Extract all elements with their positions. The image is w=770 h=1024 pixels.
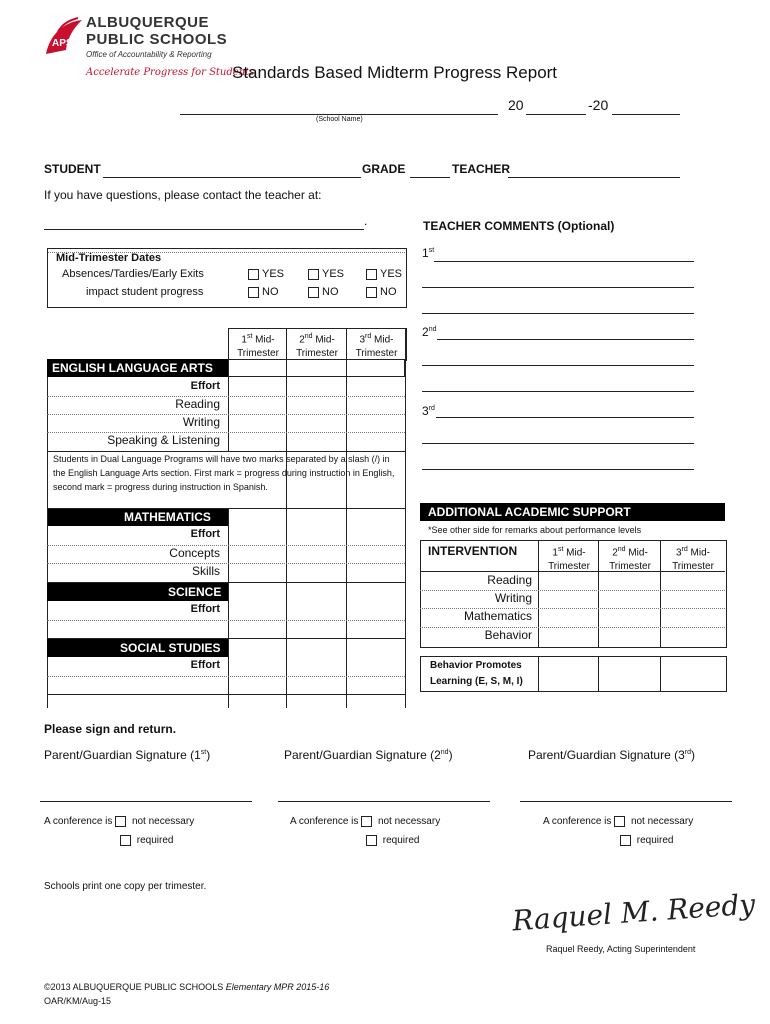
grade-label: GRADE [362, 162, 406, 176]
dates-line1: Absences/Tardies/Early Exits [62, 268, 204, 280]
school-name-caption: (School Name) [316, 116, 363, 123]
support-trimester-3: 3rd Mid- Trimester [672, 546, 714, 573]
conference-1-required: required [120, 835, 173, 846]
tagline: Accelerate Progress for Students [86, 67, 255, 78]
logo-abbrev: APS [52, 38, 73, 49]
print-note: Schools print one copy per trimester. [44, 881, 207, 892]
support-title: ADDITIONAL ACADEMIC SUPPORT [428, 505, 631, 519]
dates-line2: impact student progress [86, 286, 204, 298]
yes-check-1[interactable] [248, 268, 284, 280]
comment-3-label: 3rd [422, 404, 435, 418]
checkbox-icon[interactable] [248, 269, 259, 280]
parent-signature-2-line[interactable] [278, 801, 490, 802]
please-sign: Please sign and return. [44, 722, 177, 736]
math-concepts-label: Concepts [169, 546, 220, 560]
checkbox-icon[interactable] [614, 816, 625, 827]
support-writing-label: Writing [494, 591, 532, 605]
checkbox-icon[interactable] [361, 816, 372, 827]
dual-language-note: Students in Dual Language Programs will have two marks separated by a slash (/) in the English Language Arts section. First mark = progress during instruction in English, second mark = progress during instruction in Spanish. [53, 454, 395, 492]
yes-check-2[interactable] [308, 268, 344, 280]
intervention-label: INTERVENTION [428, 544, 518, 558]
support-reading-label: Reading [487, 573, 532, 587]
checkbox-icon[interactable] [620, 835, 631, 846]
teacher-label: TEACHER [452, 162, 511, 176]
org-name-line2: PUBLIC SCHOOLS [86, 31, 228, 48]
support-behavior-label: Behavior [484, 628, 532, 642]
comment-2-line-b[interactable] [422, 365, 694, 366]
checkbox-icon[interactable] [366, 269, 377, 280]
checkbox-icon[interactable] [115, 816, 126, 827]
ela-speaking-label: Speaking & Listening [107, 433, 220, 447]
yes-label: YES [322, 268, 345, 280]
support-trimester-1: 1st Mid- Trimester [548, 546, 590, 573]
comment-1-line-a[interactable] [434, 261, 694, 262]
student-field[interactable] [103, 177, 361, 178]
parent-signature-1-label: Parent/Guardian Signature (1st) [44, 748, 211, 762]
parent-signature-3-label: Parent/Guardian Signature (3rd) [528, 748, 696, 762]
ela-reading-label: Reading [175, 397, 220, 411]
math-title: MATHEMATICS [124, 510, 211, 524]
no-label: NO [380, 286, 397, 298]
behavior-promotes-line1: Behavior Promotes [430, 660, 522, 671]
support-math-label: Mathematics [463, 609, 532, 623]
parent-signature-2-label: Parent/Guardian Signature (2nd) [284, 748, 453, 762]
dates-title: Mid-Trimester Dates [56, 252, 162, 264]
comment-1-line-b[interactable] [422, 287, 694, 288]
comment-2-line-a[interactable] [437, 339, 694, 340]
comment-3-line-b[interactable] [422, 443, 694, 444]
superintendent-name: Raquel Reedy, Acting Superintendent [546, 944, 696, 954]
checkbox-icon[interactable] [308, 269, 319, 280]
conference-2-required: required [366, 835, 419, 846]
student-label: STUDENT [44, 162, 101, 176]
org-name-line1: ALBUQUERQUE [86, 14, 210, 31]
social-effort-label: Effort [190, 659, 220, 671]
trimester-3-header: 3rd Mid- Trimester [355, 333, 398, 360]
aps-logo [40, 14, 86, 60]
year-dash: -20 [588, 97, 609, 113]
page-title: Standards Based Midterm Progress Report [232, 63, 558, 82]
no-check-1[interactable] [248, 286, 279, 298]
support-trimester-2: 2nd Mid- Trimester [609, 546, 651, 573]
yes-label: YES [262, 268, 285, 280]
checkbox-icon[interactable] [366, 835, 377, 846]
comment-1-label: 1st [422, 246, 435, 260]
no-check-3[interactable] [366, 286, 397, 298]
conference-3-required: required [620, 835, 673, 846]
behavior-promotes-line2: Learning (E, S, M, I) [430, 676, 523, 687]
parent-signature-3-line[interactable] [520, 801, 732, 802]
comment-2-label: 2nd [422, 325, 437, 339]
ela-effort-label: Effort [190, 380, 220, 392]
no-label: NO [262, 286, 279, 298]
comment-1-line-c[interactable] [422, 313, 694, 314]
conference-1: A conference is not necessary [44, 816, 195, 828]
comment-2-line-c[interactable] [422, 391, 694, 392]
no-label: NO [322, 286, 339, 298]
superintendent-signature: Raquel M. Reedy [511, 887, 757, 938]
parent-signature-1-line[interactable] [40, 801, 252, 802]
conference-2: A conference is not necessary [290, 816, 441, 828]
social-studies-title: SOCIAL STUDIES [120, 641, 221, 655]
comment-3-line-a[interactable] [436, 417, 694, 418]
grade-field[interactable] [410, 177, 450, 178]
copyright: ©2013 ALBUQUERQUE PUBLIC SCHOOLS Elementary MPR 2015-16 [44, 982, 330, 992]
trimester-1-header: 1st Mid- Trimester [237, 333, 279, 360]
ela-title: ENGLISH LANGUAGE ARTS [52, 361, 226, 377]
math-effort-label: Effort [190, 528, 220, 540]
contact-text: If you have questions, please contact the teacher at: [44, 188, 322, 202]
conference-3: A conference is not necessary [543, 816, 694, 828]
oar-code: OAR/KM/Aug-15 [44, 996, 112, 1006]
contact-period: . [364, 214, 368, 228]
yes-label: YES [380, 268, 403, 280]
checkbox-icon[interactable] [120, 835, 131, 846]
ela-writing-label: Writing [182, 415, 220, 429]
checkbox-icon[interactable] [308, 287, 319, 298]
teacher-comments-title: TEACHER COMMENTS (Optional) [423, 219, 615, 233]
office-name: Office of Accountability & Reporting [86, 50, 212, 59]
no-check-2[interactable] [308, 286, 339, 298]
trimester-2-header: 2nd Mid- Trimester [296, 333, 338, 360]
comment-3-line-c[interactable] [422, 469, 694, 470]
checkbox-icon[interactable] [366, 287, 377, 298]
science-effort-label: Effort [190, 603, 220, 615]
contact-field[interactable] [44, 229, 364, 230]
yes-check-3[interactable] [366, 268, 402, 280]
math-skills-label: Skills [191, 564, 220, 578]
checkbox-icon[interactable] [248, 287, 259, 298]
teacher-field[interactable] [508, 177, 680, 178]
support-note: *See other side for remarks about performance levels [428, 525, 642, 535]
science-title: SCIENCE [168, 585, 222, 599]
year-prefix: 20 [508, 97, 524, 113]
